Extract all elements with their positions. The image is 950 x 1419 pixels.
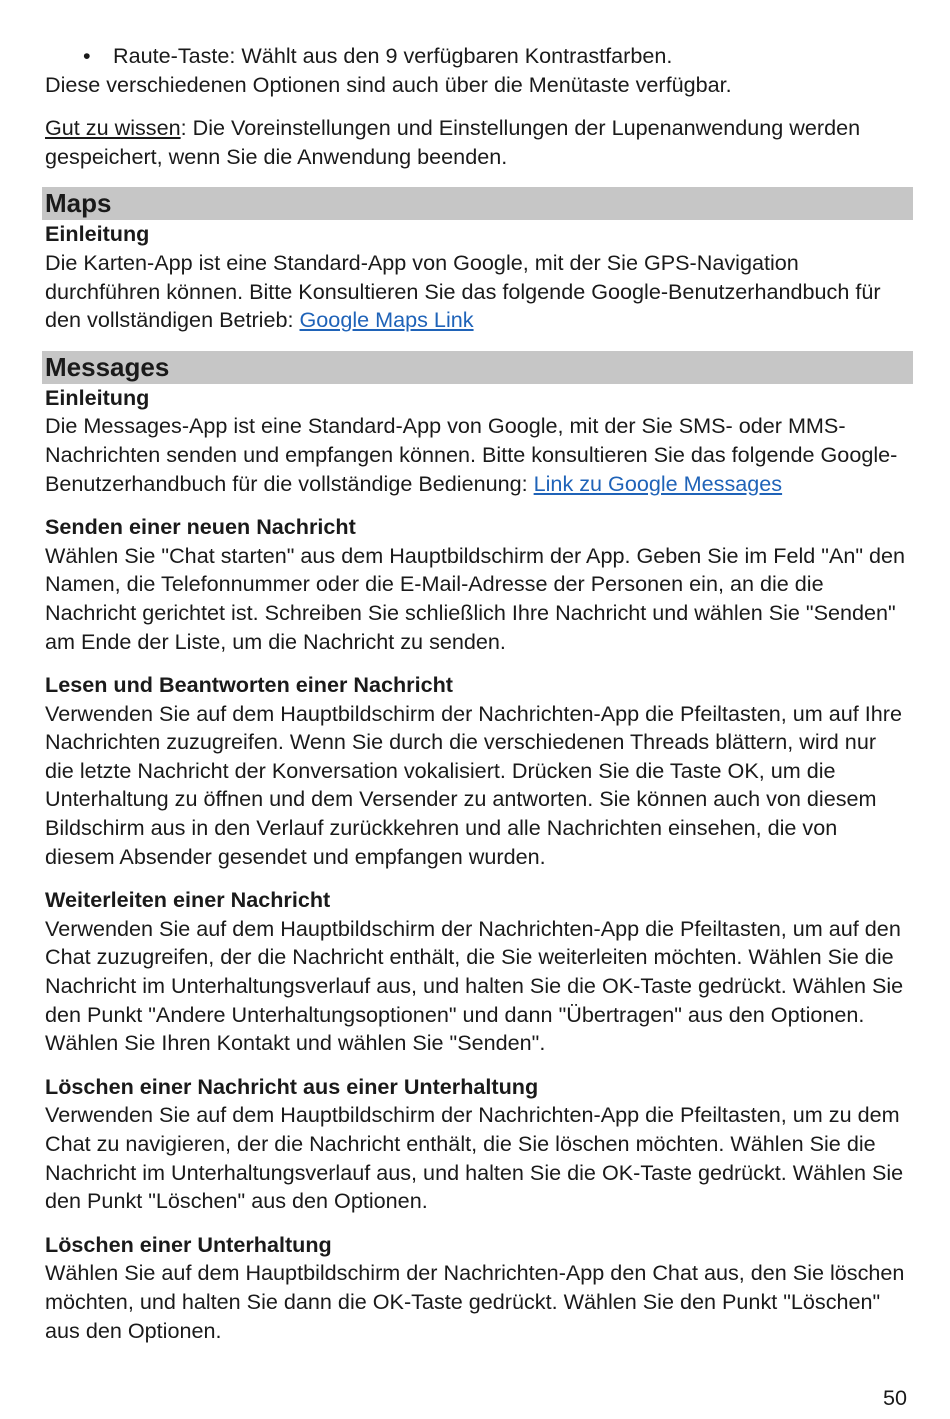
- messages-section-title: Messages: [42, 351, 913, 384]
- section-text-delete-message: Verwenden Sie auf dem Hauptbildschirm der Nachrichten-App die Pfeiltasten, um zu dem Chat zu navigieren, der die Nachricht enthält, die Sie löschen möchten. Wählen Sie die Nachricht im Unterhaltungsverlauf aus, und halten Sie die OK-Taste gedrückt. Wählen Sie den Punkt "Löschen" aus den Optionen.: [45, 1102, 904, 1214]
- good-to-know: [45, 114, 910, 171]
- messages-intro-text: [45, 412, 910, 498]
- section-heading-delete-conversation: Löschen einer Unterhaltung: [45, 1231, 332, 1257]
- google-messages-link[interactable]: Link zu Google Messages: [533, 470, 783, 496]
- maps-text-body: Die Karten-App ist eine Standard-App von Google, mit der Sie GPS-Navigation durchführen können. Bitte Konsultieren Sie das folgende Google-Benutzerhandbuch für den vollständigen Betrieb:: [45, 249, 881, 333]
- section-text-delete-conversation: Wählen Sie auf dem Hauptbildschirm der Nachrichten-App den Chat aus, den Sie löschen möchten, und halten Sie dann die OK-Taste gedrückt. Wählen Sie den Punkt "Löschen" aus den Optionen.: [45, 1260, 905, 1343]
- good-to-know-text: : Die Voreinstellungen und Einstellungen der Lupenanwendung werden gespeichert, wenn Sie die Anwendung beenden.: [45, 115, 861, 169]
- bullet-item: [45, 42, 910, 71]
- section-text-forward: Verwenden Sie auf dem Hauptbildschirm der Nachrichten-App die Pfeiltasten, um auf den Chat zuzugreifen, der die Nachricht enthält, die Sie weiterleiten möchten. Wählen Sie die Nachricht im Unterhaltungsverlauf aus, und halten Sie die OK-Taste gedrückt. Wählen Sie den Punkt "Andere Unterhaltungsoptionen" und dann "Übertragen" aus den Optionen. Wählen Sie Ihren Kontakt und wählen Sie "Senden".: [45, 915, 904, 1056]
- section-heading-delete-message: Löschen einer Nachricht aus einer Unterhaltung: [45, 1073, 539, 1099]
- section-text-read: Verwenden Sie auf dem Hauptbildschirm der Nachrichten-App die Pfeiltasten, um auf Ihre Nachrichten zuzugreifen. Wenn Sie durch die verschiedenen Threads blättern, wird nur die letzte Nachricht der Konversation vokalisiert. Drücken Sie die Taste OK, um die Unterhaltung zu öffnen und dem Versender zu antworten. Sie können auch von diesem Bildschirm aus in den Verlauf zurückkehren und alle Nachrichten einsehen, die von diesem Absender gesendet und empfangen wurden.: [45, 700, 903, 869]
- google-maps-link[interactable]: Google Maps Link: [299, 307, 474, 333]
- maps-section-title: Maps: [42, 187, 913, 220]
- good-to-know-label: Gut zu wissen: [45, 115, 181, 141]
- maps-text: [45, 249, 910, 335]
- page-number: 50: [882, 1385, 907, 1410]
- section-text-send: Wählen Sie "Chat starten" aus dem Hauptbildschirm der App. Geben Sie im Feld "An" den Namen, die Telefonnummer oder die E-Mail-Adresse der Personen ein, an die die Nachricht gerichtet ist. Schreiben Sie schließlich Ihre Nachricht und wählen Sie "Senden" am Ende der Liste, um die Nachricht zu senden.: [45, 542, 906, 654]
- intro-line: Diese verschiedenen Optionen sind auch über die Menütaste verfügbar.: [45, 71, 732, 97]
- bullet-text: Raute-Taste: Wählt aus den 9 verfügbaren Kontrastfarben.: [113, 43, 673, 68]
- document-page: [45, 42, 910, 1345]
- section-heading-send: Senden einer neuen Nachricht: [45, 514, 356, 540]
- maps-heading: Einleitung: [45, 221, 150, 247]
- messages-intro-heading: Einleitung: [45, 384, 150, 410]
- section-heading-forward: Weiterleiten einer Nachricht: [45, 887, 331, 913]
- bullet-dot: •: [83, 43, 91, 68]
- messages-intro-body: Die Messages-App ist eine Standard-App von Google, mit der Sie SMS- oder MMS-Nachrichten senden und empfangen können. Bitte konsultieren Sie das folgende Google-Benutzerhandbuch für die vollständige Bedienung:: [45, 413, 898, 496]
- section-heading-read: Lesen und Beantworten einer Nachricht: [45, 672, 453, 698]
